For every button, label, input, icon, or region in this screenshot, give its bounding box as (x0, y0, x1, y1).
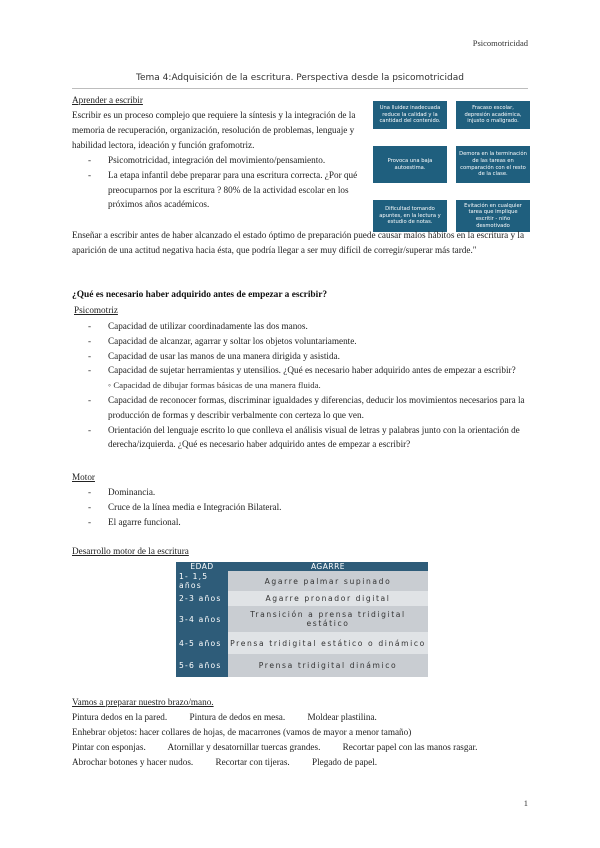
agarre-cell: Transición a prensa tridigital estático (228, 606, 428, 632)
activity-item: Recortar papel con las manos rasgar. (342, 742, 478, 752)
agarre-cell: Agarre palmar supinado (228, 571, 428, 591)
section-heading-requisitos: ¿Qué es necesario haber adquirido antes de empezar a escribir? (72, 290, 328, 300)
table-row (176, 571, 428, 591)
subheading-psicomotriz: Psicomotriz (74, 305, 118, 315)
activity-item: Abrochar botones y hacer nudos. (72, 757, 194, 767)
table-header-row (176, 562, 428, 571)
activity-line (72, 742, 497, 752)
header-subject: Psicomotricidad (472, 38, 528, 48)
consequence-box: Demora en la terminación de las tareas en comparación con el resto de la clase. (456, 146, 530, 183)
consequence-box: Evitación en cualquier tarea que implique escritir - niño desmotivado (456, 200, 530, 232)
list-item: - Dominancia. (72, 485, 530, 500)
activity-line (72, 757, 397, 767)
activity-item: Moldear plastilina. (307, 712, 377, 722)
edad-cell: 4-5 años (176, 632, 228, 654)
activity-item: Enhebrar objetos: hacer collares de hojas, de macarrones (vamos de mayor a menor tamaño) (72, 727, 412, 737)
table-row (176, 606, 428, 632)
section-heading-actividades: Vamos a preparar nuestro brazo/mano. (72, 697, 214, 707)
list-subitem: ◦ Capacidad de dibujar formas básicas de una manera fluida. (108, 380, 321, 391)
table-row (176, 591, 428, 606)
list-item: - Capacidad de reconocer formas, discriminar igualdades y diferencias, deducir los movimientos necesarios para la producción de formas y describir verbalmente con certeza lo que ven. (72, 393, 530, 423)
consequence-box: Dificultad tomando apuntes, en la lectura y estudio de notas. (373, 200, 447, 232)
activity-item: Atornillar y desatornillar tuercas grandes. (167, 742, 321, 752)
consequence-box: Una lluidez inadecuada reduce la calidad y la cantidad del contenido. (373, 101, 447, 129)
activity-item: Recortar con tijeras. (215, 757, 290, 767)
list-item: - El agarre funcional. (72, 515, 530, 530)
subheading-motor: Motor (72, 472, 95, 482)
activity-item: Pintura dedos en la pared. (72, 712, 168, 722)
list-item: - Capacidad de alcanzar, agarrar y soltar los objetos voluntariamente. (72, 334, 530, 349)
section-heading-desarrollo: Desarrollo motor de la escritura (72, 546, 189, 556)
consequences-diagram (373, 101, 530, 232)
title-divider (72, 88, 528, 89)
agarre-cell: Agarre pronador digital (228, 591, 428, 606)
activity-line (72, 712, 397, 722)
list-item: - La etapa infantil debe preparar para una escritura correcta. ¿Por qué preocuparnos por la escritura ? 80% de la actividad escolar en los próximos años académicos. (72, 168, 369, 212)
motor-list (72, 485, 530, 529)
list-item: - Capacidad de utilizar coordinadamente las dos manos. (72, 319, 530, 334)
table-row (176, 632, 428, 654)
activity-line (72, 727, 431, 737)
list-item: - Cruce de la línea media e Integración Bilateral. (72, 500, 530, 515)
paragraph-closing: Enseñar a escribir antes de haber alcanzado el estado óptimo de preparación puede causar malos hábitos en la escritura y la aparición de una actitud negativa hacia ésta, que podría llegar a ser muy difícil de corregir/superar más tarde." (72, 230, 525, 255)
activity-item: Pintar con esponjas. (72, 742, 146, 752)
aprender-bullet-list (72, 153, 369, 212)
agarre-table (176, 562, 428, 677)
column-header-agarre: AGARRE (228, 562, 428, 571)
list-item: - Orientación del lenguaje escrito lo que conlleva el análisis visual de letras y palabras junto con la orientación de derecha/izquierda. ¿Qué es necesario haber adquirido antes de empezar a escribir? (72, 423, 530, 453)
activity-item: Pintura de dedos en mesa. (189, 712, 286, 722)
edad-cell: 3-4 años (176, 606, 228, 632)
activity-item: Plegado de papel. (312, 757, 378, 767)
edad-cell: 1- 1,5 años (176, 571, 228, 591)
list-item: - Psicomotricidad, integración del movimiento/pensamiento. (72, 153, 369, 168)
agarre-cell: Prensa tridigital estático o dinámico (228, 632, 428, 654)
psicomotriz-list (72, 319, 530, 452)
consequence-box: Provoca una baja autoestima. (373, 146, 447, 183)
edad-cell: 2-3 años (176, 591, 228, 606)
page-title: Tema 4:Adquisición de la escritura. Perspectiva desde la psicomotricidad (136, 73, 464, 83)
edad-cell: 5-6 años (176, 654, 228, 677)
section-heading-aprender: Aprender a escribir (72, 95, 143, 105)
page-number: 1 (523, 798, 528, 808)
paragraph-aprender: Escribir es un proceso complejo que requiere la síntesis y la integración de la memoria de recuperación, organización, resolución de problemas, lenguaje y habilidad lectora, ideación y función grafomotriz. (72, 110, 356, 150)
table-row (176, 654, 428, 677)
list-item: - Capacidad de sujetar herramientas y utensilios. ¿Qué es necesario haber adquirido antes de empezar a escribir? (72, 363, 530, 378)
list-item: - Capacidad de usar las manos de una manera dirigida y asistida. (72, 349, 530, 364)
agarre-cell: Prensa tridigital dinámico (228, 654, 428, 677)
column-header-edad: EDAD (176, 562, 228, 571)
consequence-box: Fracaso escolar, depresión académica, injusto o maligrado. (456, 101, 530, 129)
